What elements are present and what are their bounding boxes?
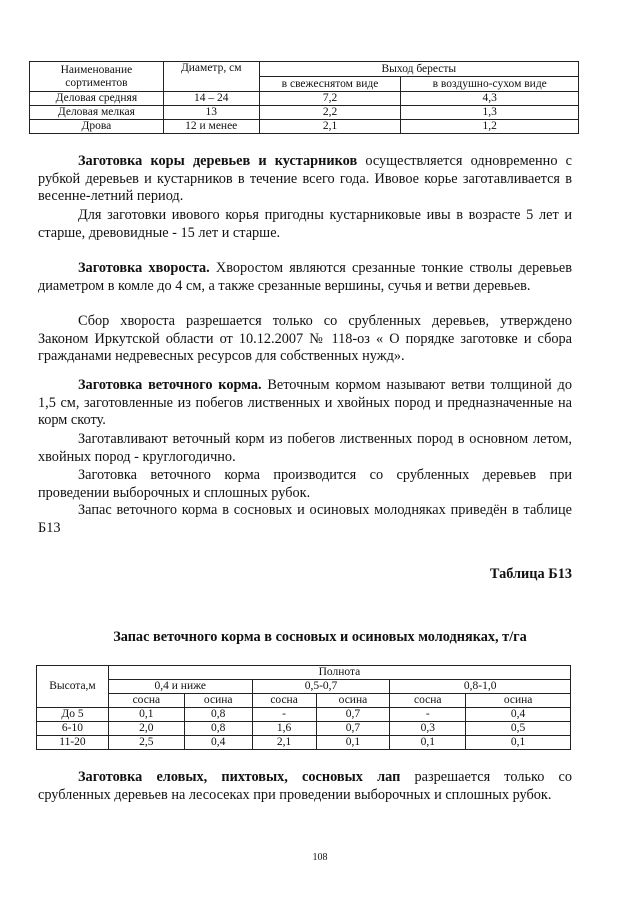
paragraph-bark (38, 153, 572, 206)
cell-diameter: 13 (163, 106, 259, 120)
paragraph-brushwood (38, 260, 572, 295)
cell-height: 6-10 (37, 722, 109, 736)
cell-height: До 5 (37, 708, 109, 722)
table-row (30, 106, 579, 120)
cell-value: 2,0 (108, 722, 184, 736)
paragraph-heading: Заготовка еловых, пихтовых, сосновых лап (78, 769, 401, 785)
paragraph-heading: Заготовка веточного корма. (78, 377, 262, 393)
table-row (30, 120, 579, 134)
paragraph-text: Заготавливают веточный корм из побегов лиственных пород в основном летом, хвойных пород - круглогодично. (38, 431, 572, 465)
cell-value: 0,1 (316, 736, 390, 750)
header-yield: Выход бересты (259, 62, 578, 77)
header-group: 0,4 и ниже (108, 680, 252, 694)
paragraph-text: Хворостом являются срезанные тонкие стволы деревьев диаметром в комле до 4 см, а также срезанные вершины, сучья и ветви деревьев. (38, 260, 573, 294)
cell-value: 0,7 (316, 722, 390, 736)
table-row (37, 722, 571, 736)
paragraph-brushwood-law (38, 313, 572, 366)
header-fresh: в свежеснятом виде (259, 77, 401, 92)
cell-value: 2,5 (108, 736, 184, 750)
cell-value: 0,1 (466, 736, 571, 750)
header-species: сосна (390, 694, 466, 708)
cell-value: 0,5 (466, 722, 571, 736)
paragraph-fodder (38, 377, 572, 430)
cell-value: 0,4 (184, 736, 252, 750)
header-species: сосна (252, 694, 316, 708)
header-species: осина (316, 694, 390, 708)
cell-value: 1,6 (252, 722, 316, 736)
cell-height: 11-20 (37, 736, 109, 750)
cell-fresh: 2,1 (259, 120, 401, 134)
paragraph-willow (38, 207, 572, 242)
paragraph-text: Заготовка веточного корма производится со срубленных деревьев при проведении выборочных и сплошных рубок. (38, 467, 572, 501)
cell-dry: 1,2 (401, 120, 579, 134)
cell-dry: 4,3 (401, 92, 579, 106)
header-dry: в воздушно-сухом виде (401, 77, 579, 92)
header-group: 0,5-0,7 (252, 680, 390, 694)
table-row (37, 736, 571, 750)
header-species: сосна (108, 694, 184, 708)
cell-value: 0,8 (184, 722, 252, 736)
header-height: Высота,м (37, 666, 109, 708)
paragraph-heading: Заготовка коры деревьев и кустарников (78, 153, 358, 169)
header-group: 0,8-1,0 (390, 680, 571, 694)
paragraph-conifer-branches (38, 769, 572, 804)
header-species: осина (184, 694, 252, 708)
page-number: 108 (312, 852, 328, 863)
birch-bark-yield-table (29, 61, 579, 134)
header-density: Полнота (108, 666, 570, 680)
header-species: осина (466, 694, 571, 708)
cell-value: - (252, 708, 316, 722)
header-diameter: Диаметр, см (163, 62, 259, 92)
cell-name: Деловая мелкая (30, 106, 164, 120)
cell-value: 2,1 (252, 736, 316, 750)
cell-name: Дрова (30, 120, 164, 134)
paragraph-fodder-stock (38, 502, 572, 537)
cell-value: 0,7 (316, 708, 390, 722)
cell-value: 0,1 (108, 708, 184, 722)
cell-name: Деловая средняя (30, 92, 164, 106)
table-title: Запас веточного корма в сосновых и осиновых молодняках, т/га (113, 629, 527, 645)
cell-value: 0,1 (390, 736, 466, 750)
paragraph-text: Запас веточного корма в сосновых и осиновых молодняках приведён в таблице Б13 (38, 502, 572, 536)
cell-diameter: 12 и менее (163, 120, 259, 134)
paragraph-text: Веточным кормом называют ветви толщиной до 1,5 см, заготовленные из побегов лиственных и хвойных пород и предназначенные на корм скоту. (38, 377, 572, 429)
paragraph-text: разрешается только со срубленных деревьев на лесосеках при проведении выборочных и сплошных рубок. (38, 769, 572, 803)
cell-diameter: 14 – 24 (163, 92, 259, 106)
cell-value: 0,3 (390, 722, 466, 736)
cell-value: 0,8 (184, 708, 252, 722)
branch-fodder-table (36, 665, 571, 750)
header-name: Наименование сортиментов (30, 62, 164, 92)
table-row (37, 708, 571, 722)
paragraph-text: осуществляется одновременно с рубкой деревьев и кустарников в течение всего года. Ивовое корье заготавливается в весенне-летний период. (38, 153, 572, 205)
cell-value: 0,4 (466, 708, 571, 722)
paragraph-fodder-season (38, 431, 572, 466)
paragraph-heading: Заготовка хвороста. (78, 260, 210, 276)
paragraph-text: Сбор хвороста разрешается только со срубленных деревьев, утверждено Законом Иркутской области от 10.12.2007 № 118-оз « О порядке заготовке и сбора гражданами недревесных ресурсов для собственных нужд». (38, 313, 572, 365)
paragraph-fodder-harvest (38, 467, 572, 502)
table-caption: Таблица Б13 (489, 566, 572, 582)
cell-fresh: 7,2 (259, 92, 401, 106)
cell-dry: 1,3 (401, 106, 579, 120)
paragraph-text: Для заготовки ивового корья пригодны кустарниковые ивы в возрасте 5 лет и старше, древовидные - 15 лет и старше. (38, 207, 572, 241)
table-row (30, 92, 579, 106)
cell-fresh: 2,2 (259, 106, 401, 120)
cell-value: - (390, 708, 466, 722)
